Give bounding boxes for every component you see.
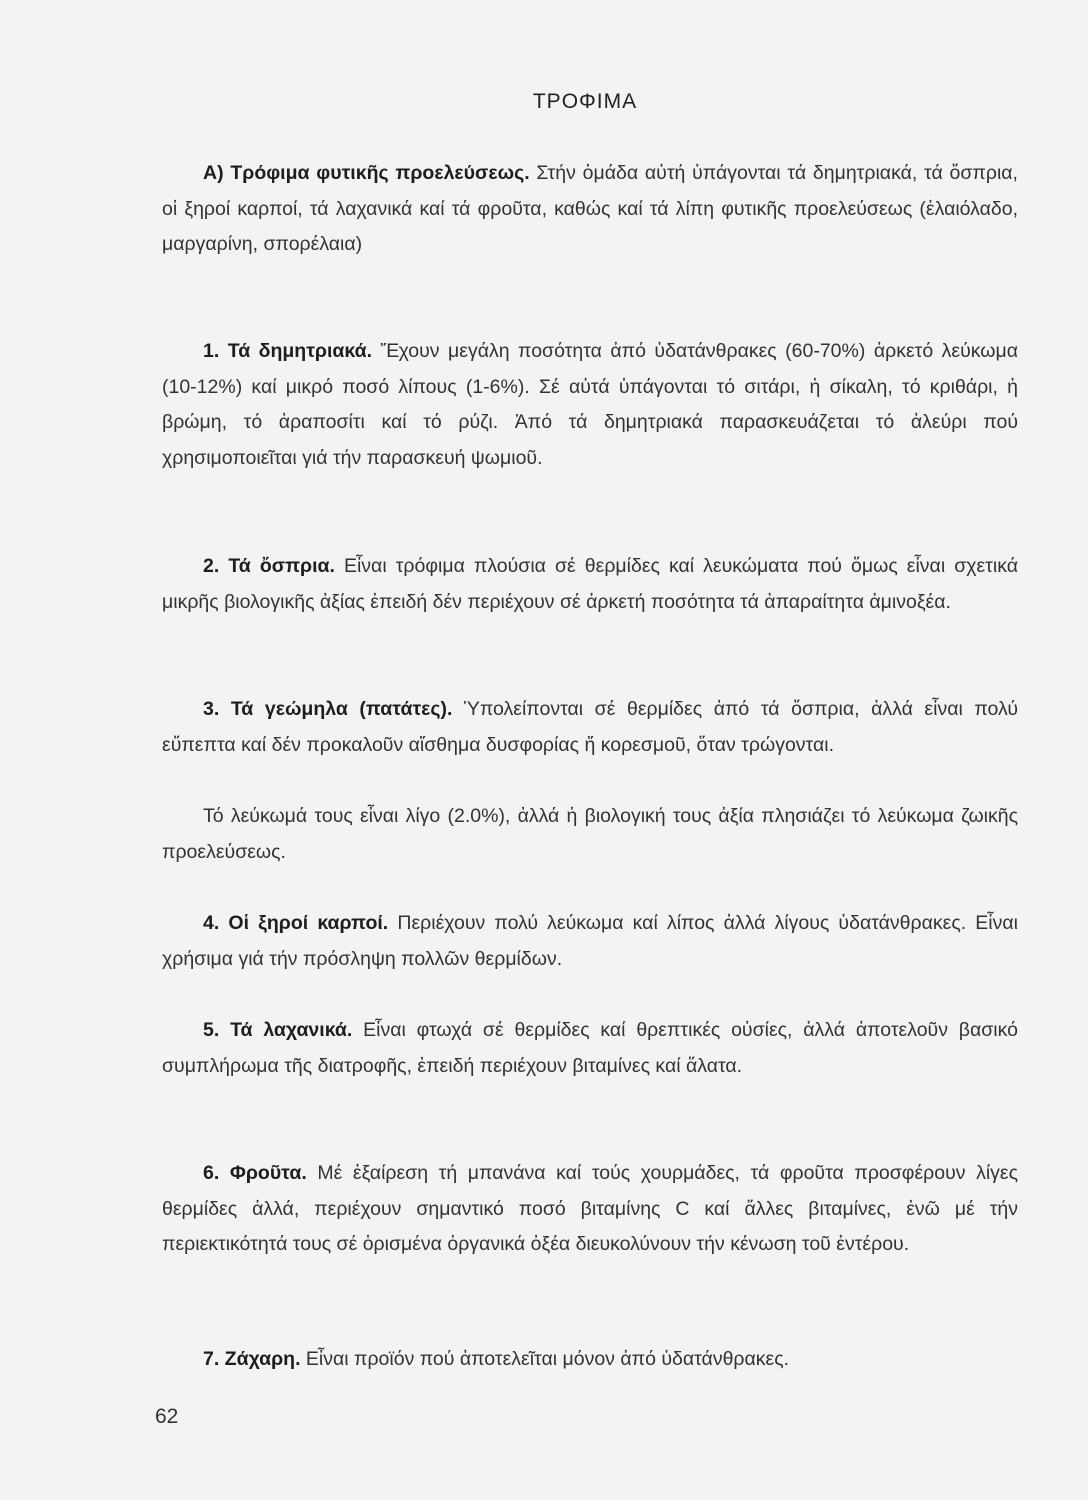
section-text: Εἶναι τρόφιμα πλούσια σέ θερμίδες καί λευκώματα πού ὅμως εἶναι σχετικά μικρῆς βιολογικῆς ἀξίας ἐπειδή δέν περιέχουν σέ ἀρκετή ποσότητα τά ἀπαραίτητα ἀμινοξέα. xyxy=(162,555,1018,613)
section-sugar xyxy=(162,1342,1018,1378)
section-fruits xyxy=(162,1156,1018,1263)
page-number: 62 xyxy=(155,1405,179,1428)
section-heading: 1. Τά δημητριακά. xyxy=(203,340,373,362)
section-cereals xyxy=(162,334,1018,476)
section-heading: 4. Οἱ ξηροί καρποί. xyxy=(203,912,389,934)
intro-paragraph xyxy=(162,156,1018,263)
section-text: Εἶναι προϊόν πού ἀποτελεῖται μόνον ἀπό ὑδατάνθρακες. xyxy=(300,1348,790,1370)
section-text: Εἶναι φτωχά σέ θερμίδες καί θρεπτικές οὐσίες, ἀλλά ἀποτελοῦν βασικό συμπλήρωμα τῆς διατροφῆς, ἐπειδή περιέχουν βιταμίνες καί ἅλατα. xyxy=(162,1019,1018,1077)
section-text: Ἔχουν μεγάλη ποσότητα ἀπό ὑδατάνθρακες (60-70%) ἀρκετό λεύκωμα (10-12%) καί μικρό ποσό λίπους (1-6%). Σέ αὐτά ὑπάγονται τό σιτάρι, ἡ σίκαλη, τό κριθάρι, ἡ βρώμη, τό ἀραποσίτι καί τό ρύζι. Ἀπό τά δημητριακά παρασκευάζεται τό ἀλεύρι πού χρησιμοποιεῖται γιά τήν παρασκευή ψωμιοῦ. xyxy=(162,340,1018,469)
section-text: Ὑπολείπονται σέ θερμίδες ἀπό τά ὄσπρια, ἀλλά εἶναι πολύ εὔπεπτα καί δέν προκαλοῦν αἴσθημα δυσφορίας ἤ κορεσμοῦ, ὅταν τρώγονται. xyxy=(162,698,1018,756)
section-text: Περιέχουν πολύ λεύκωμα καί λίπος ἀλλά λίγους ὑδατάνθρακες. Εἶναι χρήσιμα γιά τήν πρόσληψη πολλῶν θερμίδων. xyxy=(162,912,1018,970)
section-legumes xyxy=(162,549,1018,620)
section-vegetables xyxy=(162,1013,1018,1084)
intro-text: Στήν ὁμάδα αὐτή ὑπάγονται τά δημητριακά, τά ὄσπρια, οἱ ξηροί καρποί, τά λαχανικά καί τά φροῦτα, καθώς καί τά λίπη φυτικῆς προελεύσεως (ἐλαιόλαδο, μαργαρίνη, σπορέλαια) xyxy=(162,162,1018,255)
section-potatoes-continuation: Τό λεύκωμά τους εἶναι λίγο (2.0%), ἀλλά ἡ βιολογική τους ἀξία πλησιάζει τό λεύκωμα ζωικῆς προελεύσεως. xyxy=(162,805,1018,863)
page-title: ΤΡΟΦΙΜΑ xyxy=(532,90,638,113)
section-nuts xyxy=(162,906,1018,977)
section-potatoes xyxy=(162,692,1018,763)
section-heading: 5. Τά λαχανικά. xyxy=(203,1019,353,1041)
intro-heading: Α) Τρόφιμα φυτικῆς προελεύσεως. xyxy=(203,162,530,184)
section-heading: 7. Ζάχαρη. xyxy=(203,1348,301,1370)
section-heading: 6. Φροῦτα. xyxy=(203,1162,307,1184)
section-text: Μέ ἐξαίρεση τή μπανάνα καί τούς χουρμάδες, τά φροῦτα προσφέρουν λίγες θερμίδες ἀλλά, περιέχουν σημαντικό ποσό βιταμίνης C καί ἄλλες βιταμίνες, ἐνῶ μέ τήν περιεκτικότητά τους σέ ὁρισμένα ὀργανικά ὀξέα διευκολύνουν τήν κένωση τοῦ ἐντέρου. xyxy=(162,1162,1019,1255)
section-heading: 3. Τά γεώμηλα (πατάτες). xyxy=(203,698,453,720)
section-heading: 2. Τά ὄσπρια. xyxy=(203,555,335,577)
